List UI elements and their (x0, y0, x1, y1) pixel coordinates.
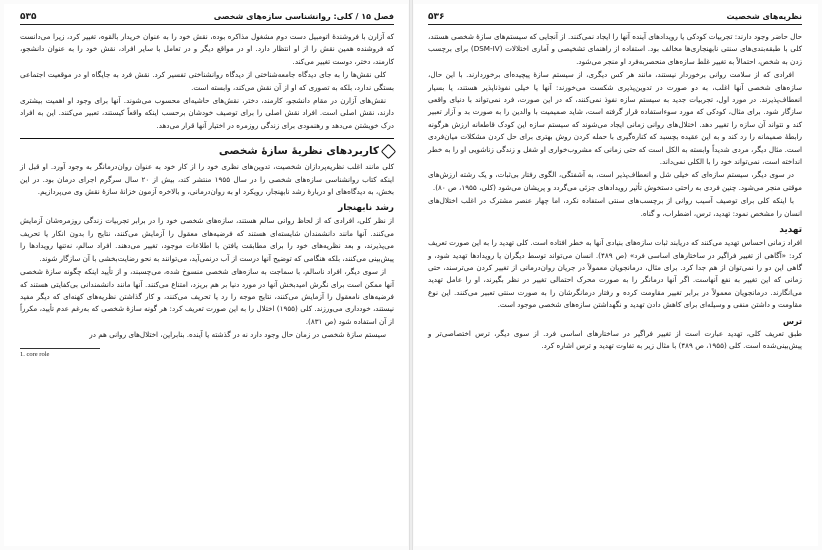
footnote: 1. core role (20, 350, 50, 358)
threat-text (428, 237, 802, 311)
paragraph: افرادی که از سلامت روانی برخوردار نیستند، مانند هر کس دیگری، از سیستم سازهٔ پیچیده‌ای برخوردارند. با این حال، سازه‌های شخصی آنها اغلب، به دو صورت در تدوین‌پذیری شکست می‌خورند: آنها یا خیلی نفوذناپذیر هستند، یا بسیار انعطاف‌پذیرند. در مورد اول، تجربیات جدید به سیستم سازه نفوذ نمی‌کنند، که در این صورت، فرد نمی‌تواند با دنیای واقعی سازگار شود. برای مثال، کودکی که مورد سوءاستفاده قرار گرفته است، شاید صمیمیت با والدین را به صورت بد و آزار تعبیر کند و نتواند آن سازه را تغییر دهد. اختلال‌های روانی زمانی ایجاد می‌شوند که سیستم سازه این کودک قاطعانه ارزش هرگونه رابطهٔ صمیمانه را رد کند و به این عقیده بچسبد که کناره‌گیری با حمله کردن روش بهتری برای حل کردن مشکلات میان‌فردی است. مثال دیگر، مردی شدیداً وابسته به الکل است که حتی زمانی که مشروب‌خواری او شغل و زندگی زناشویی او را به خطر انداخته است، نمی‌تواند خود را با الکلی نمی‌داند. (428, 70, 802, 167)
paragraph: کلی مانند اغلب نظریه‌پردازان شخصیت، تدوین‌های نظری خود را از کار خود به عنوان روان‌درمانگر به وجود آورد. او قبل از اینکه کتاب روانشناسی سازه‌های شخصی را در سال ۱۹۵۵ منتشر کند، بیش از ۲۰ سال سرگرم اجرای درمان بود. در این بخش، به دیدگاه‌های او دربارهٔ رشد نابهنجار، رویکرد او به روان‌درمانی، و بالاخره آزمون خزانهٔ سازهٔ نقش وی می‌پردازیم. (20, 162, 394, 197)
section-heading (20, 145, 394, 157)
paragraph: از نظر کلی، افرادی که از لحاظ روانی سالم هستند، سازه‌های شخصی خود را در برابر تجربیات زندگی روزمره‌شان آزمایش می‌کنند. آنها مانند دانشمندان شایسته‌ای هستند که فرضیه‌های معقول را آزمایش می‌کنند، نتایج را بدون انکار یا تحریف می‌پذیرند، و بعد نظریه‌های خود را برای مطابقت یافتن با اطلاعات موجود، تغییر می‌دهند. افراد سالم، نه‌تنها رویدادها را پیش‌بینی می‌کنند، بلکه هنگامی که توضیح آنها درست از آب درنمی‌آید، می‌توانند به نحو رضایت‌بخشی با آن سازگار شوند. (20, 216, 394, 263)
footnote-divider (20, 348, 100, 349)
section-divider (20, 138, 394, 139)
right-running-title: نظریه‌های شخصیت (726, 12, 802, 21)
paragraph: در سوی دیگر، سیستم سازه‌ای که خیلی شل و انعطاف‌پذیر است، به آشفتگی، الگوی رفتار بی‌ثبات، و یک رشته ارزش‌های موقتی منجر می‌شود. چنین فردی به راحتی دستخوش تأثیر رویدادهای جزئی می‌گردد و پریشان می‌شود (کلی، ۱۹۵۵، ص ۸۰). (428, 170, 802, 192)
paragraph: با اینکه کلی برای توصیف آسیب روانی از برچسب‌های سنتی استفاده نکرد، اما چهار عنصر مشترک در اغلب اختلال‌های انسان را مشخص نمود: تهدید، ترس، اضطراب، و گناه. (428, 196, 802, 218)
subsection-heading: رشد نابهنجار (338, 203, 394, 214)
right-top-text (428, 31, 802, 220)
paragraph: نقش‌های آزارن در مقام دانشجو، کارمند، دختر، نقش‌های حاشیه‌ای محسوب می‌شوند. آنها برای وجود او اهمیت بیشتری دارند، نقش اصلی است. افراد نقش اصلی را برای توصیف خودشان برحسب اینکه واقعاً کیستند، تعبیر می‌کنند. این به افراد درک خویشتن می‌دهد و رهنمودی برای زندگی روزمره در اختیار آنها قرار می‌دهد. (20, 96, 394, 130)
right-page-number: ۵۳۶ (428, 12, 445, 22)
paragraph: کلی نقش‌ها را به جای دیدگاه جامعه‌شناختی از دیدگاه روانشناختی تفسیر کرد. نقش فرد به جایگاه او در موقعیت اجتماعی بستگی ندارد، بلکه به تصوری که او از آن نقش می‌کند، وابسته است. (20, 70, 394, 92)
paragraph: طبق تعریف کلی، تهدید عبارت است از تغییر فراگیر در ساختارهای اساسی فرد. از سوی دیگر، ترس اختصاصی‌تر و پیش‌بینی‌شده است. کلی (۱۹۵۵، ص ۴۸۹) با مثال زیر به تفاوت تهدید و ترس اشاره کرد. (428, 328, 802, 350)
left-running-title: فصل ۱۵ / کلی: روانشناسی سازه‌های شخصی (213, 12, 394, 21)
left-page (4, 4, 408, 546)
left-subsection-text (20, 215, 394, 341)
paragraph: حال حاضر وجود دارند: تجربیات کودکی یا رویدادهای آینده آنها را ایجاد نمی‌کنند. از آنجایی که سیستم‌های سازهٔ شخصی هستند، کلی با طبقه‌بندی‌های سنتی نابهنجاری‌ها مخالف بود. استفاده از راهنمای تشخیصی و آماری اختلالات (DSM-IV) برای برچسب زدن به شخص، احتمالاً به تغییر غلط سازه‌های منحصربه‌فرد او منجر می‌شود. (428, 32, 803, 66)
book-gutter (409, 0, 413, 550)
subsection-heading-threat: تهدید (779, 225, 802, 236)
section-title: کاربردهای نظریهٔ سازهٔ شخصی (218, 145, 379, 158)
paragraph: که آزارن با فروشندهٔ اتومبیل دست دوم مشغول مذاکره بوده، نقش خود را به عنوان خریدار بالقوه، تغییر کرد، زیرا می‌دانست که فروشنده همین نقش را از او انتظار دارد. او در مواقع دیگر و در تعامل با سایر افراد، نقش خود را به عنوان دانشجو، کارمند، دختر، دوست تغییر می‌کند. (20, 32, 394, 66)
paragraph: سیستم سازهٔ شخصی در زمان حال وجود دارد نه در گذشته یا آینده. بنابراین، اختلال‌های روانی هم در (89, 330, 386, 340)
left-section-text (20, 161, 394, 198)
subsection-heading-fear: ترس (782, 316, 802, 326)
right-running-head (428, 12, 802, 25)
right-page (414, 4, 818, 546)
paragraph: افراد زمانی احساس تهدید می‌کنند که دریابند ثبات سازه‌های بنیادی آنها به خطر افتاده است. کلی تهدید را به این صورت تعریف کرد: «آگاهی از تغییر فراگیر در ساختارهای اساسی فرد» (ص ۴۸۹). انسان می‌تواند توسط دیگران یا رویدادها تهدید شود، و گاهی این دو را نمی‌توان از هم جدا کرد. برای مثال، درمانجویان معمولاً در جریان روان‌درمانی از تغییر کردن می‌ترسند، حتی زمانی که این تغییر به نفع آنهاست. اگر آنها درمانگر را به صورت محرک احتمالی تغییر در نظر بگیرند، او را عامل تهدید می‌انگارند. درمانجویان معمولاً در برابر تغییر مقاومت کرده و رفتار درمانگرشان را به صورت سنتی تعبیر می‌کنند. این نوع مقاومت و داشتن منفی و وسیله‌ای برای کاهش دادن تهدید و نگهداشتن سازه‌های شخصی موجود است. (428, 238, 802, 310)
paragraph: از سوی دیگر، افراد ناسالم، با سماجت به سازه‌های شخصی منسوخ شده، می‌چسبند، و از تأیید اینکه چگونه سازهٔ شخصی آنها ممکن است برای نگرش امید‌بخش آنها در مورد دنیا بر هم بریزد، امتناع می‌کنند. آنها مانند دانشمندانی بی‌کفایتی هستند که فرضیه‌های نامعقول را آزمایش می‌کنند، نتایج موجه را رد یا تحریف می‌کنند، و کار گذاشتن نظریه‌های کهنه‌ای که دیگر مفید نیستند، خودداری می‌ورزند. کلی (۱۹۵۵) اختلال را به این صورت تعریف کرد: هر گونه سازهٔ شخصی که به‌رغم عدم تأیید، مکرراً از آن استفاده شود (ص ۸۳۱). (20, 267, 394, 326)
left-running-head (20, 12, 394, 25)
left-page-number: ۵۳۵ (20, 12, 37, 22)
fear-text (428, 328, 802, 353)
section-marker-icon (381, 143, 397, 159)
left-top-text (20, 31, 394, 132)
